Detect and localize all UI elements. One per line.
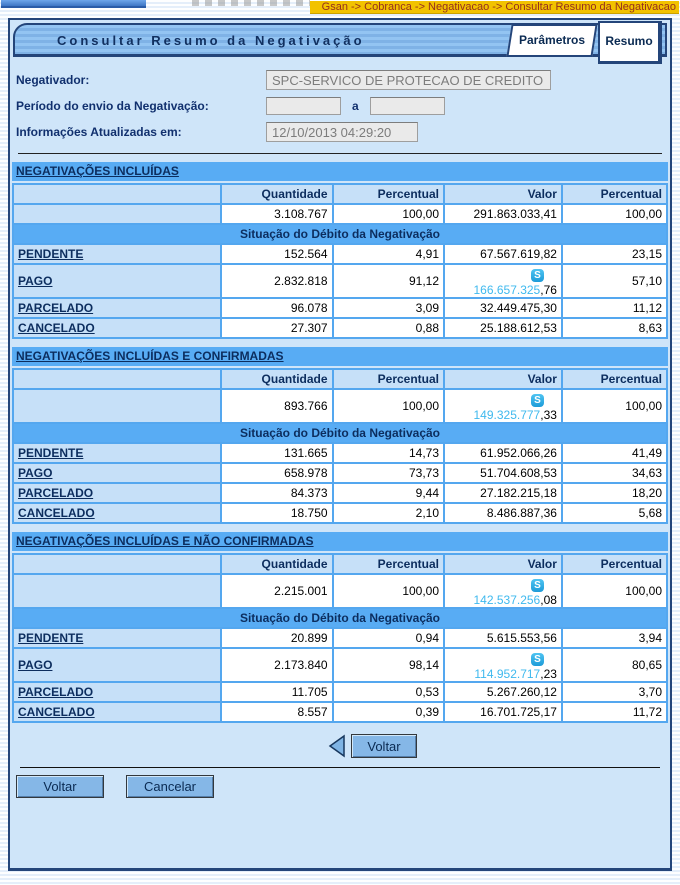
cell-quantidade: 8.557 bbox=[222, 703, 331, 721]
row-label bbox=[14, 390, 220, 422]
cell-valor: 291.863.033,41 bbox=[445, 205, 561, 223]
main-panel bbox=[8, 18, 672, 871]
table-row bbox=[14, 649, 666, 681]
cell-percentual-valor: 11,12 bbox=[563, 299, 666, 317]
valor-highlighted: 149.325.777 bbox=[473, 408, 541, 422]
col-quantidade: Quantidade bbox=[222, 370, 331, 388]
col-percentual-valor: Percentual bbox=[563, 555, 666, 573]
valor-decimal: ,33 bbox=[540, 408, 557, 422]
skype-icon[interactable]: S bbox=[531, 653, 544, 666]
cell-quantidade: 3.108.767 bbox=[222, 205, 331, 223]
cell-percentual: 9,44 bbox=[334, 484, 443, 502]
skype-icon[interactable]: S bbox=[531, 269, 544, 282]
cell-quantidade: 2.173.840 bbox=[222, 649, 331, 681]
periodo-row bbox=[16, 95, 666, 117]
row-label: PAGO bbox=[14, 265, 220, 297]
incluidas-table bbox=[12, 183, 668, 339]
nav-back-row bbox=[42, 733, 680, 759]
negativador-row bbox=[16, 69, 666, 91]
totals-row bbox=[14, 390, 666, 422]
negativador-field[interactable] bbox=[266, 70, 551, 90]
cell-valor: 32.449.475,30 bbox=[445, 299, 561, 317]
tab-parametros-label: Parâmetros bbox=[518, 33, 586, 47]
table-row bbox=[14, 629, 666, 647]
tab-resumo[interactable] bbox=[598, 21, 662, 64]
row-label: PENDENTE bbox=[14, 444, 220, 462]
cell-percentual: 100,00 bbox=[334, 205, 443, 223]
tab-resumo-label: Resumo bbox=[605, 34, 653, 48]
top-strip bbox=[0, 0, 680, 16]
cell-quantidade: 2.215.001 bbox=[222, 575, 331, 607]
col-quantidade: Quantidade bbox=[222, 185, 331, 203]
col-percentual: Percentual bbox=[334, 185, 443, 203]
table-row bbox=[14, 319, 666, 337]
periodo-from-field[interactable] bbox=[266, 97, 341, 115]
corner-cell bbox=[14, 370, 220, 388]
col-quantidade: Quantidade bbox=[222, 555, 331, 573]
title-bar bbox=[13, 23, 667, 57]
row-label: CANCELADO bbox=[14, 504, 220, 522]
row-label: PARCELADO bbox=[14, 299, 220, 317]
cell-valor bbox=[445, 265, 561, 297]
cell-percentual-valor: 3,94 bbox=[563, 629, 666, 647]
row-label: PAGO bbox=[14, 649, 220, 681]
row-label: PENDENTE bbox=[14, 629, 220, 647]
section-confirmadas-title: NEGATIVAÇÕES INCLUÍDAS E CONFIRMADAS bbox=[12, 347, 668, 366]
back-arrow-icon[interactable] bbox=[327, 734, 347, 758]
valor-decimal: ,76 bbox=[540, 283, 557, 297]
row-label: PAGO bbox=[14, 464, 220, 482]
cell-percentual-valor: 5,68 bbox=[563, 504, 666, 522]
row-label bbox=[14, 575, 220, 607]
cell-percentual: 100,00 bbox=[334, 575, 443, 607]
tables-area bbox=[10, 162, 670, 723]
periodo-to-field[interactable] bbox=[370, 97, 445, 115]
footer-buttons bbox=[16, 775, 670, 798]
cell-percentual: 0,39 bbox=[334, 703, 443, 721]
cell-percentual: 0,88 bbox=[334, 319, 443, 337]
cell-quantidade: 20.899 bbox=[222, 629, 331, 647]
periodo-separator: a bbox=[352, 99, 359, 113]
table-row bbox=[14, 265, 666, 297]
cell-quantidade: 893.766 bbox=[222, 390, 331, 422]
corner-cell bbox=[14, 555, 220, 573]
cell-valor bbox=[445, 390, 561, 422]
summary-form bbox=[16, 69, 666, 143]
cell-valor bbox=[445, 649, 561, 681]
cell-quantidade: 84.373 bbox=[222, 484, 331, 502]
cell-quantidade: 11.705 bbox=[222, 683, 331, 701]
cell-percentual-valor: 100,00 bbox=[563, 575, 666, 607]
cell-quantidade: 658.978 bbox=[222, 464, 331, 482]
cell-percentual-valor: 3,70 bbox=[563, 683, 666, 701]
cell-valor bbox=[445, 575, 561, 607]
skype-icon[interactable]: S bbox=[531, 394, 544, 407]
table-row bbox=[14, 484, 666, 502]
valor-highlighted: 114.952.717 bbox=[474, 667, 541, 681]
col-valor: Valor bbox=[445, 185, 561, 203]
tab-parametros[interactable] bbox=[506, 24, 597, 57]
corner-cell bbox=[14, 185, 220, 203]
breadcrumb[interactable]: Gsan -> Cobranca -> Negativacao -> Consultar Resumo da Negativacao bbox=[310, 1, 679, 14]
cell-valor: 25.188.612,53 bbox=[445, 319, 561, 337]
cell-quantidade: 152.564 bbox=[222, 245, 331, 263]
row-label: PARCELADO bbox=[14, 683, 220, 701]
clipped-header-text bbox=[192, 0, 310, 6]
cell-percentual-valor: 8,63 bbox=[563, 319, 666, 337]
table-row bbox=[14, 504, 666, 522]
valor-highlighted: 142.537.256 bbox=[473, 593, 541, 607]
table-row bbox=[14, 683, 666, 701]
cell-quantidade: 96.078 bbox=[222, 299, 331, 317]
voltar-nav-button[interactable]: Voltar bbox=[351, 734, 417, 758]
table-header-row bbox=[14, 185, 666, 203]
cell-percentual-valor: 23,15 bbox=[563, 245, 666, 263]
col-percentual: Percentual bbox=[334, 555, 443, 573]
cell-percentual: 3,09 bbox=[334, 299, 443, 317]
col-percentual-valor: Percentual bbox=[563, 370, 666, 388]
cell-percentual: 0,94 bbox=[334, 629, 443, 647]
situacao-header: Situação do Débito da Negativação bbox=[14, 424, 666, 442]
cell-quantidade: 18.750 bbox=[222, 504, 331, 522]
cell-percentual: 2,10 bbox=[334, 504, 443, 522]
cell-valor: 67.567.619,82 bbox=[445, 245, 561, 263]
table-row bbox=[14, 464, 666, 482]
cell-valor: 51.704.608,53 bbox=[445, 464, 561, 482]
skype-icon[interactable]: S bbox=[531, 579, 544, 592]
cell-percentual: 98,14 bbox=[334, 649, 443, 681]
situacao-row bbox=[14, 225, 666, 243]
cell-percentual: 100,00 bbox=[334, 390, 443, 422]
table-row bbox=[14, 444, 666, 462]
col-valor: Valor bbox=[445, 555, 561, 573]
cell-percentual-valor: 100,00 bbox=[563, 205, 666, 223]
cell-valor: 16.701.725,17 bbox=[445, 703, 561, 721]
col-valor: Valor bbox=[445, 370, 561, 388]
nao-confirmadas-table bbox=[12, 553, 668, 723]
atualizado-field[interactable] bbox=[266, 122, 418, 142]
confirmadas-table bbox=[12, 368, 668, 524]
app-header-bar bbox=[1, 0, 146, 8]
cell-valor: 5.267.260,12 bbox=[445, 683, 561, 701]
totals-row bbox=[14, 575, 666, 607]
cancelar-button[interactable]: Cancelar bbox=[126, 775, 214, 798]
cell-percentual: 4,91 bbox=[334, 245, 443, 263]
cell-percentual-valor: 34,63 bbox=[563, 464, 666, 482]
cell-quantidade: 2.832.818 bbox=[222, 265, 331, 297]
cell-percentual: 14,73 bbox=[334, 444, 443, 462]
cell-valor: 5.615.553,56 bbox=[445, 629, 561, 647]
cell-percentual: 91,12 bbox=[334, 265, 443, 297]
atualizado-label: Informações Atualizadas em: bbox=[16, 125, 182, 139]
cell-percentual-valor: 80,65 bbox=[563, 649, 666, 681]
cell-valor: 27.182.215,18 bbox=[445, 484, 561, 502]
row-label: PARCELADO bbox=[14, 484, 220, 502]
col-percentual-valor: Percentual bbox=[563, 185, 666, 203]
table-row bbox=[14, 703, 666, 721]
col-percentual: Percentual bbox=[334, 370, 443, 388]
table-row bbox=[14, 299, 666, 317]
row-label bbox=[14, 205, 220, 223]
valor-decimal: ,23 bbox=[540, 667, 557, 681]
totals-row bbox=[14, 205, 666, 223]
cell-valor: 8.486.887,36 bbox=[445, 504, 561, 522]
table-row bbox=[14, 245, 666, 263]
cell-percentual-valor: 57,10 bbox=[563, 265, 666, 297]
atualizado-row bbox=[16, 121, 666, 143]
valor-decimal: ,08 bbox=[540, 593, 557, 607]
situacao-header: Situação do Débito da Negativação bbox=[14, 609, 666, 627]
cell-quantidade: 27.307 bbox=[222, 319, 331, 337]
cell-valor: 61.952.066,26 bbox=[445, 444, 561, 462]
cell-percentual: 0,53 bbox=[334, 683, 443, 701]
situacao-header: Situação do Débito da Negativação bbox=[14, 225, 666, 243]
footer-divider bbox=[20, 767, 660, 768]
form-divider bbox=[18, 153, 662, 154]
page-title: Consultar Resumo da Negativação bbox=[57, 33, 365, 48]
valor-highlighted: 166.657.325 bbox=[473, 283, 541, 297]
cell-percentual-valor: 41,49 bbox=[563, 444, 666, 462]
section-incluidas-title: NEGATIVAÇÕES INCLUÍDAS bbox=[12, 162, 668, 181]
row-label: PENDENTE bbox=[14, 245, 220, 263]
row-label: CANCELADO bbox=[14, 703, 220, 721]
cell-percentual-valor: 11,72 bbox=[563, 703, 666, 721]
cell-percentual: 73,73 bbox=[334, 464, 443, 482]
negativador-label: Negativador: bbox=[16, 73, 90, 87]
table-header-row bbox=[14, 555, 666, 573]
cell-percentual-valor: 100,00 bbox=[563, 390, 666, 422]
cell-quantidade: 131.665 bbox=[222, 444, 331, 462]
situacao-row bbox=[14, 609, 666, 627]
voltar-button[interactable]: Voltar bbox=[16, 775, 104, 798]
row-label: CANCELADO bbox=[14, 319, 220, 337]
cell-percentual-valor: 18,20 bbox=[563, 484, 666, 502]
situacao-row bbox=[14, 424, 666, 442]
table-header-row bbox=[14, 370, 666, 388]
section-nao-confirmadas-title: NEGATIVAÇÕES INCLUÍDAS E NÃO CONFIRMADAS bbox=[12, 532, 668, 551]
periodo-label: Período do envio da Negativação: bbox=[16, 99, 209, 113]
